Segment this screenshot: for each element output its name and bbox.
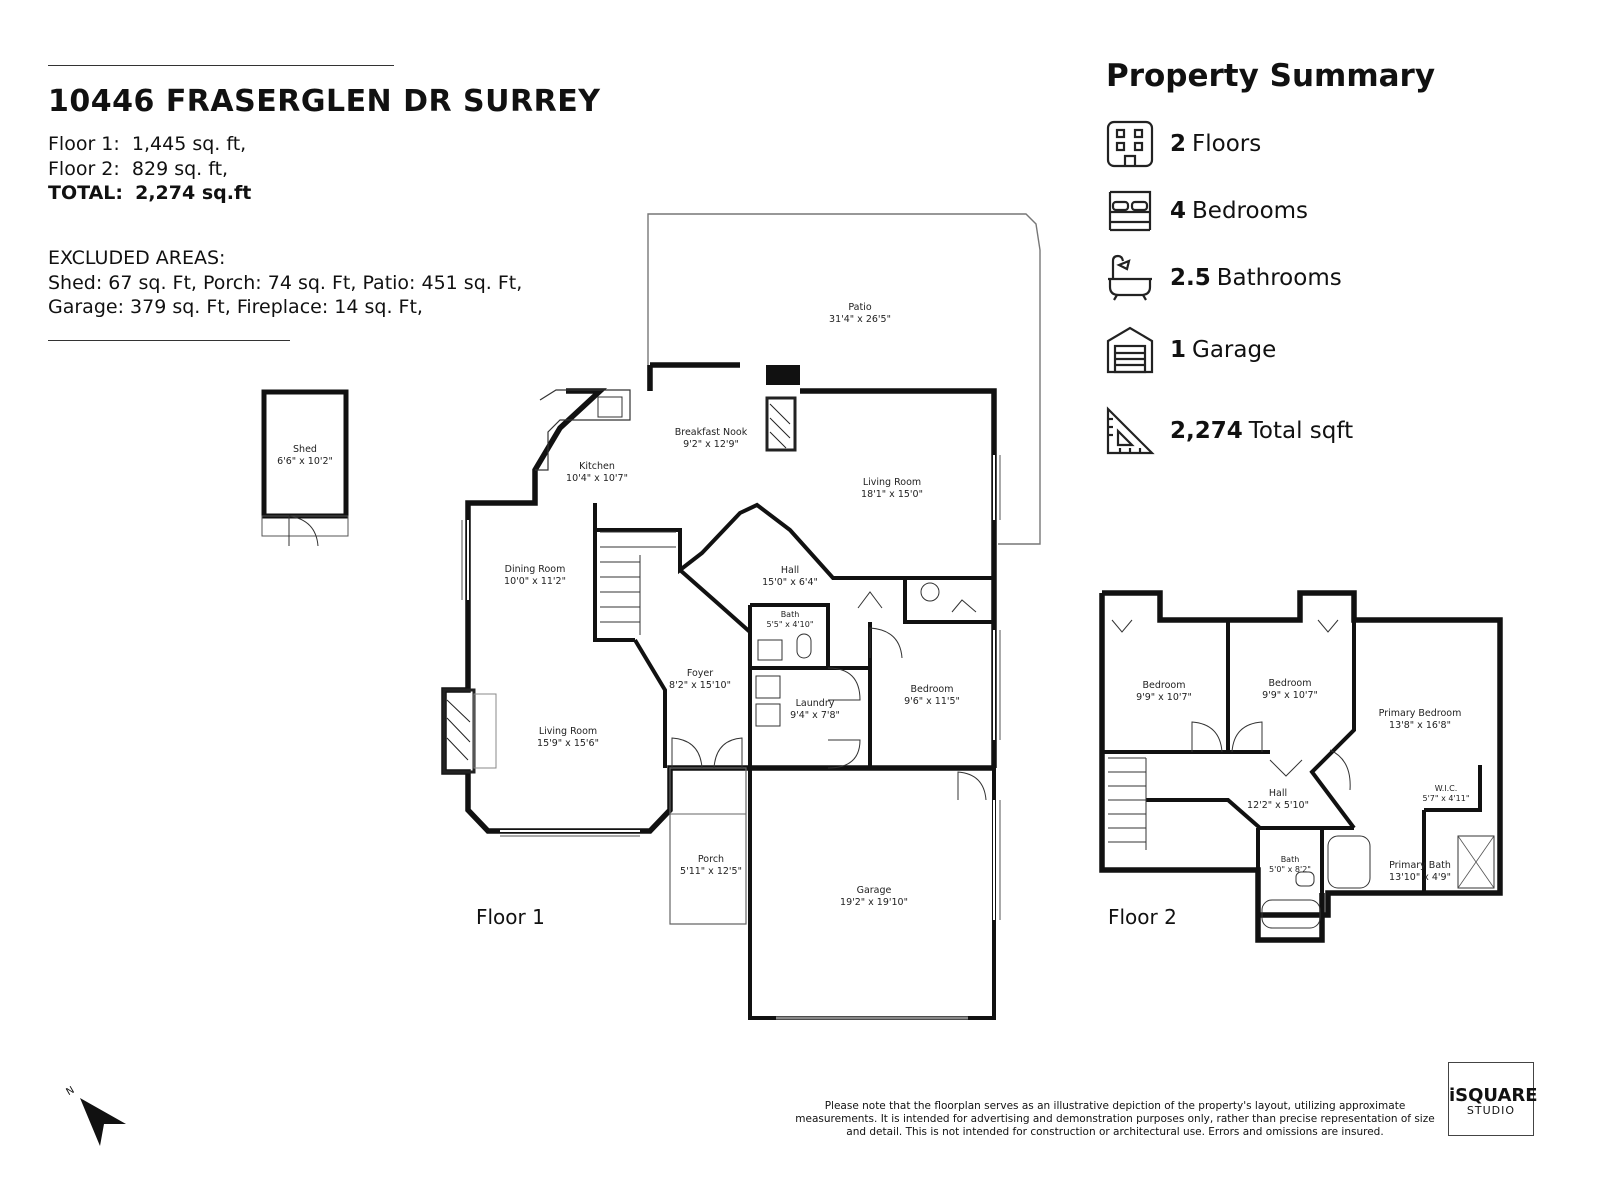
living-top-dim: 18'1" x 15'0" [861, 489, 923, 500]
laundry-dim: 9'4" x 7'8" [790, 710, 840, 721]
dining-dim: 10'0" x 11'2" [504, 576, 566, 587]
f2-primary-dim: 13'8" x 16'8" [1389, 720, 1451, 731]
f2-wic-name: W.I.C. [1434, 784, 1458, 793]
fireplace-top [766, 365, 800, 385]
shed-dim: 6'6" x 10'2" [277, 456, 333, 467]
porch-name: Porch [697, 854, 725, 865]
floor1-plan [262, 214, 1040, 1018]
floor2-area-line: Floor 2: 829 sq. ft, [48, 158, 229, 180]
shed-step [262, 516, 348, 536]
floor1-label: Floor 1 [476, 905, 545, 929]
bath-toilet [797, 634, 811, 658]
floor2-doors [1112, 620, 1350, 790]
bedroom-name: Bedroom [910, 684, 954, 695]
hall-name: Hall [780, 565, 800, 576]
garage-name: Garage [856, 885, 892, 896]
living-top-name: Living Room [862, 477, 922, 488]
f2-bed1-name: Bedroom [1142, 680, 1186, 691]
laundry-dryer [756, 704, 780, 726]
floor1-stairs [600, 532, 676, 635]
shed-name: Shed [293, 444, 317, 455]
kitchen-counter [535, 390, 630, 470]
compass-arrow-icon [80, 1098, 126, 1146]
bath-name: Bath [780, 610, 800, 619]
f2-hall-name: Hall [1268, 788, 1288, 799]
summary-bedrooms: 4 Bedrooms [1104, 186, 1308, 236]
nook-dim: 9'2" x 12'9" [683, 439, 739, 450]
floor1-area-line: Floor 1: 1,445 sq. ft, [48, 133, 247, 155]
total-area-line: TOTAL: 2,274 sq.ft [48, 182, 252, 204]
foyer-dim: 8'2" x 15'10" [669, 680, 731, 691]
floor2-toilet [1296, 872, 1314, 886]
floor2-label: Floor 2 [1108, 905, 1177, 929]
f2-primary-name: Primary Bedroom [1378, 708, 1462, 719]
bath-sink [758, 640, 782, 660]
laundry-washer [756, 676, 780, 698]
excluded-line-1: Shed: 67 sq. Ft, Porch: 74 sq. Ft, Patio: 451 sq. Ft, [48, 272, 523, 294]
foyer-name: Foyer [686, 668, 714, 679]
summary-floors: 2 Floors [1104, 119, 1261, 169]
f2-hall-dim: 12'2" x 5'10" [1247, 800, 1309, 811]
floor2-interior-walls [1102, 620, 1480, 893]
excluded-line-2: Garage: 379 sq. Ft, Fireplace: 14 sq. Ft, [48, 296, 423, 318]
patio-name: Patio [848, 302, 872, 313]
living-bottom-name: Living Room [538, 726, 598, 737]
primary-tub [1328, 836, 1370, 888]
shed-door [289, 516, 318, 546]
f2-bed2-name: Bedroom [1268, 678, 1312, 689]
floor2-plan [1102, 593, 1500, 940]
floor2-stairs [1108, 758, 1146, 850]
f2-primary-bath-dim: 13'10" x 4'9" [1389, 872, 1451, 883]
studio-logo: iSQUARE STUDIO [1448, 1062, 1534, 1136]
f2-wic-dim: 5'7" x 4'11" [1422, 794, 1470, 803]
excluded-title: EXCLUDED AREAS: [48, 247, 226, 269]
summary-title: Property Summary [1106, 58, 1436, 94]
floor2-exterior-walls [1102, 593, 1500, 940]
f2-bed2-dim: 9'9" x 10'7" [1262, 690, 1318, 701]
compass-north-label: N [64, 1084, 77, 1099]
porch-outline [670, 768, 746, 924]
disclaimer: Please note that the floorplan serves as an illustrative depiction of the property's layout, utilizing approximate measurements. It is intended for advertising and demonstration purposes only, rather than precise representation of size and detail. This is not intended for construction or architectural use. Errors and omissions are insured. [795, 1100, 1435, 1138]
bedroom-dim: 9'6" x 11'5" [904, 696, 960, 707]
kitchen-name: Kitchen [579, 461, 615, 472]
f2-primary-bath-name: Primary Bath [1389, 860, 1451, 871]
nook-name: Breakfast Nook [674, 427, 748, 438]
dining-name: Dining Room [504, 564, 566, 575]
bath-dim: 5'5" x 4'10" [766, 620, 814, 629]
summary-bathrooms: 2.5 Bathrooms [1104, 253, 1342, 303]
summary-total-sqft: 2,274 Total sqft [1104, 406, 1353, 456]
hall-dim: 15'0" x 6'4" [762, 577, 818, 588]
laundry-name: Laundry [795, 698, 835, 709]
f2-bed1-dim: 9'9" x 10'7" [1136, 692, 1192, 703]
summary-garage: 1 Garage [1104, 325, 1276, 375]
living-bottom-dim: 15'9" x 15'6" [537, 738, 599, 749]
patio-dim: 31'4" x 26'5" [829, 314, 891, 325]
patio-outline [648, 214, 1040, 544]
f2-bath-dim: 5'0" x 8'2" [1269, 865, 1311, 874]
garage-dim: 19'2" x 19'10" [840, 897, 908, 908]
kitchen-dim: 10'4" x 10'7" [566, 473, 628, 484]
compass [65, 1085, 126, 1146]
porch-dim: 5'11" x 12'5" [680, 866, 742, 877]
property-address: 10446 FRASERGLEN DR SURREY [48, 84, 601, 119]
f2-bath-name: Bath [1280, 855, 1300, 864]
